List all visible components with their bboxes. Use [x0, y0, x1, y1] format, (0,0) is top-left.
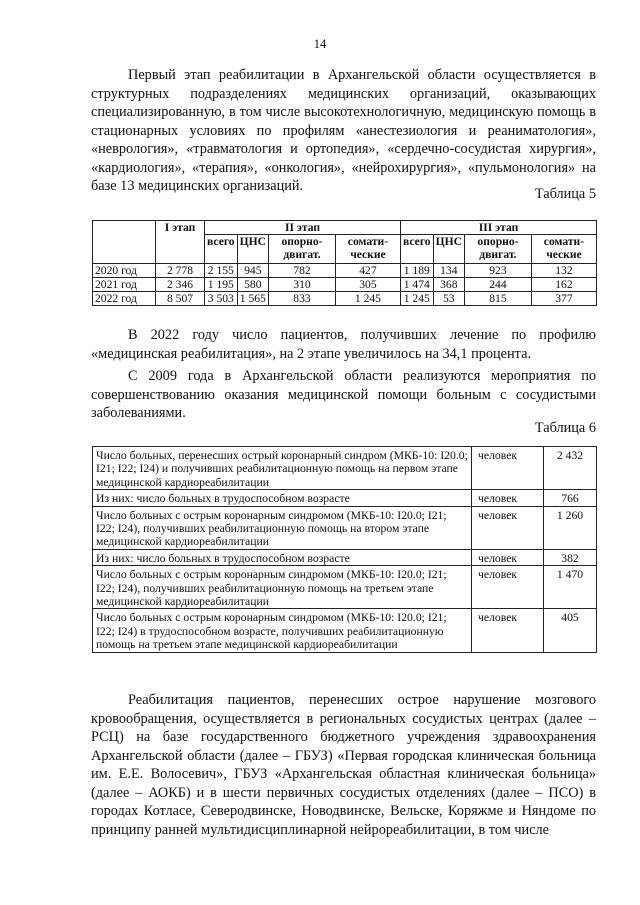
value-cell: 405	[544, 609, 597, 652]
table-6-label: Таблица 6	[534, 420, 596, 436]
cell: 1 245	[335, 292, 400, 306]
table-row	[93, 292, 597, 306]
cell: 53	[433, 292, 464, 306]
table-5-stage1-header: I этап	[156, 221, 205, 264]
table-5-stage3-header: III этап	[400, 221, 596, 235]
table-row	[93, 506, 597, 549]
table-5-corner	[93, 221, 156, 264]
cell: 1 565	[237, 292, 268, 306]
table-row	[93, 549, 597, 565]
paragraph-2009-measures: С 2009 года в Архангельской области реализуются мероприятия по совершенствованию оказания медицинской помощи больным с сосудистыми заболеваниями.	[91, 368, 596, 421]
table-5-subheader: сомати-ческие	[335, 235, 400, 264]
table-row	[93, 447, 597, 490]
description-cell: Число больных с острым коронарным синдромом (МКБ-10: I20.0; I21; I22; I24) в трудоспособном возрасте, получивших реабилитационную помощь на третьем этапе медицинской кардиореабилитации	[93, 609, 472, 652]
value-cell: 382	[544, 549, 597, 565]
cell: 3 503	[205, 292, 238, 306]
cell: 1 195	[205, 278, 238, 292]
table-5-subheader: ЦНС	[433, 235, 464, 264]
unit-cell: человек	[472, 549, 544, 565]
cell: 368	[433, 278, 464, 292]
table-row	[93, 264, 597, 278]
table-5-subheader: опорно-двигат.	[465, 235, 532, 264]
table-row	[93, 278, 597, 292]
table-5-subheader: ЦНС	[237, 235, 268, 264]
cell: 377	[531, 292, 596, 306]
description-cell: Из них: число больных в трудоспособном возрасте	[93, 490, 472, 506]
page-number: 14	[313, 37, 327, 51]
cell: 815	[465, 292, 532, 306]
paragraph-2022-increase: В 2022 году число пациентов, получивших лечение по профилю «медицинская реабилитация», на 2 этапе увеличилось на 34,1 процента.	[91, 327, 596, 362]
value-cell: 1 470	[544, 566, 597, 609]
unit-cell: человек	[472, 609, 544, 652]
cell: 427	[335, 264, 400, 278]
cell: 1 245	[400, 292, 433, 306]
unit-cell: человек	[472, 447, 544, 490]
year-cell: 2020 год	[93, 264, 156, 278]
cell: 1 474	[400, 278, 433, 292]
cell: 162	[531, 278, 596, 292]
cell: 945	[237, 264, 268, 278]
cell: 782	[269, 264, 336, 278]
unit-cell: человек	[472, 490, 544, 506]
table-row	[93, 566, 597, 609]
cell: 580	[237, 278, 268, 292]
cell: 8 507	[156, 292, 205, 306]
table-5-subheader: всего	[205, 235, 238, 264]
description-cell: Из них: число больных в трудоспособном возрасте	[93, 549, 472, 565]
unit-cell: человек	[472, 566, 544, 609]
table-5-label: Таблица 5	[534, 186, 596, 202]
unit-cell: человек	[472, 506, 544, 549]
cell: 2 778	[156, 264, 205, 278]
year-cell: 2022 год	[93, 292, 156, 306]
table-5	[92, 220, 597, 306]
table-row	[93, 609, 597, 652]
cell: 2 346	[156, 278, 205, 292]
paragraph-stroke-rehab: Реабилитация пациентов, перенесших острое нарушение мозгового кровообращения, осуществляется в региональных сосудистых центрах (далее – РСЦ) на базе государственного бюджетного учреждения здравоохранения Архангельской области (далее – ГБУЗ) «Первая городская клиническая больница им. Е.Е. Волосевич», ГБУЗ «Архангельская областная клиническая больница» (далее – АОКБ) и в шести первичных сосудистых отделениях (далее – ПСО) в городах Котласе, Северодвинске, Новодвинске, Вельске, Коряжме и Няндоме по принципу ранней мультидисциплинарной нейрореабилитации, в том числе	[91, 692, 596, 838]
paragraph-first-stage: Первый этап реабилитации в Архангельской области осуществляется в структурных подразделениях медицинских организаций, оказывающих специализированную, в том числе высокотехнологичную, медицинскую помощь в стационарных условиях по профилям «анестезиология и реаниматология», «неврология», «травматология и ортопедия», «сердечно-сосудистая хирургия», «кардиология», «терапия», «онкология», «нейрохирургия», «пульмонология» на базе 13 медицинских организаций.	[91, 67, 596, 194]
table-5-stage2-header: II этап	[205, 221, 401, 235]
cell: 310	[269, 278, 336, 292]
cell: 244	[465, 278, 532, 292]
cell: 923	[465, 264, 532, 278]
cell: 132	[531, 264, 596, 278]
cell: 1 189	[400, 264, 433, 278]
value-cell: 2 432	[544, 447, 597, 490]
year-cell: 2021 год	[93, 278, 156, 292]
description-cell: Число больных с острым коронарным синдромом (МКБ-10: I20.0; I21; I22; I24), получивших реабилитационную помощь на третьем этапе медицинской кардиореабилитации	[93, 566, 472, 609]
description-cell: Число больных с острым коронарным синдромом (МКБ-10: I20.0; I21; I22; I24), получивших реабилитационную помощь на втором этапе медицинской кардиореабилитации	[93, 506, 472, 549]
table-5-subheader: всего	[400, 235, 433, 264]
table-5-subheader: опорно-двигат.	[269, 235, 336, 264]
table-5-subheader: сомати-ческие	[531, 235, 596, 264]
value-cell: 766	[544, 490, 597, 506]
cell: 305	[335, 278, 400, 292]
cell: 134	[433, 264, 464, 278]
table-row	[93, 490, 597, 506]
table-6	[92, 446, 597, 653]
description-cell: Число больных, перенесших острый коронарный синдром (МКБ-10: I20.0; I21; I22; I24) и получивших реабилитационную помощь на первом этапе медицинской кардиореабилитации	[93, 447, 472, 490]
cell: 833	[269, 292, 336, 306]
value-cell: 1 260	[544, 506, 597, 549]
cell: 2 155	[205, 264, 238, 278]
